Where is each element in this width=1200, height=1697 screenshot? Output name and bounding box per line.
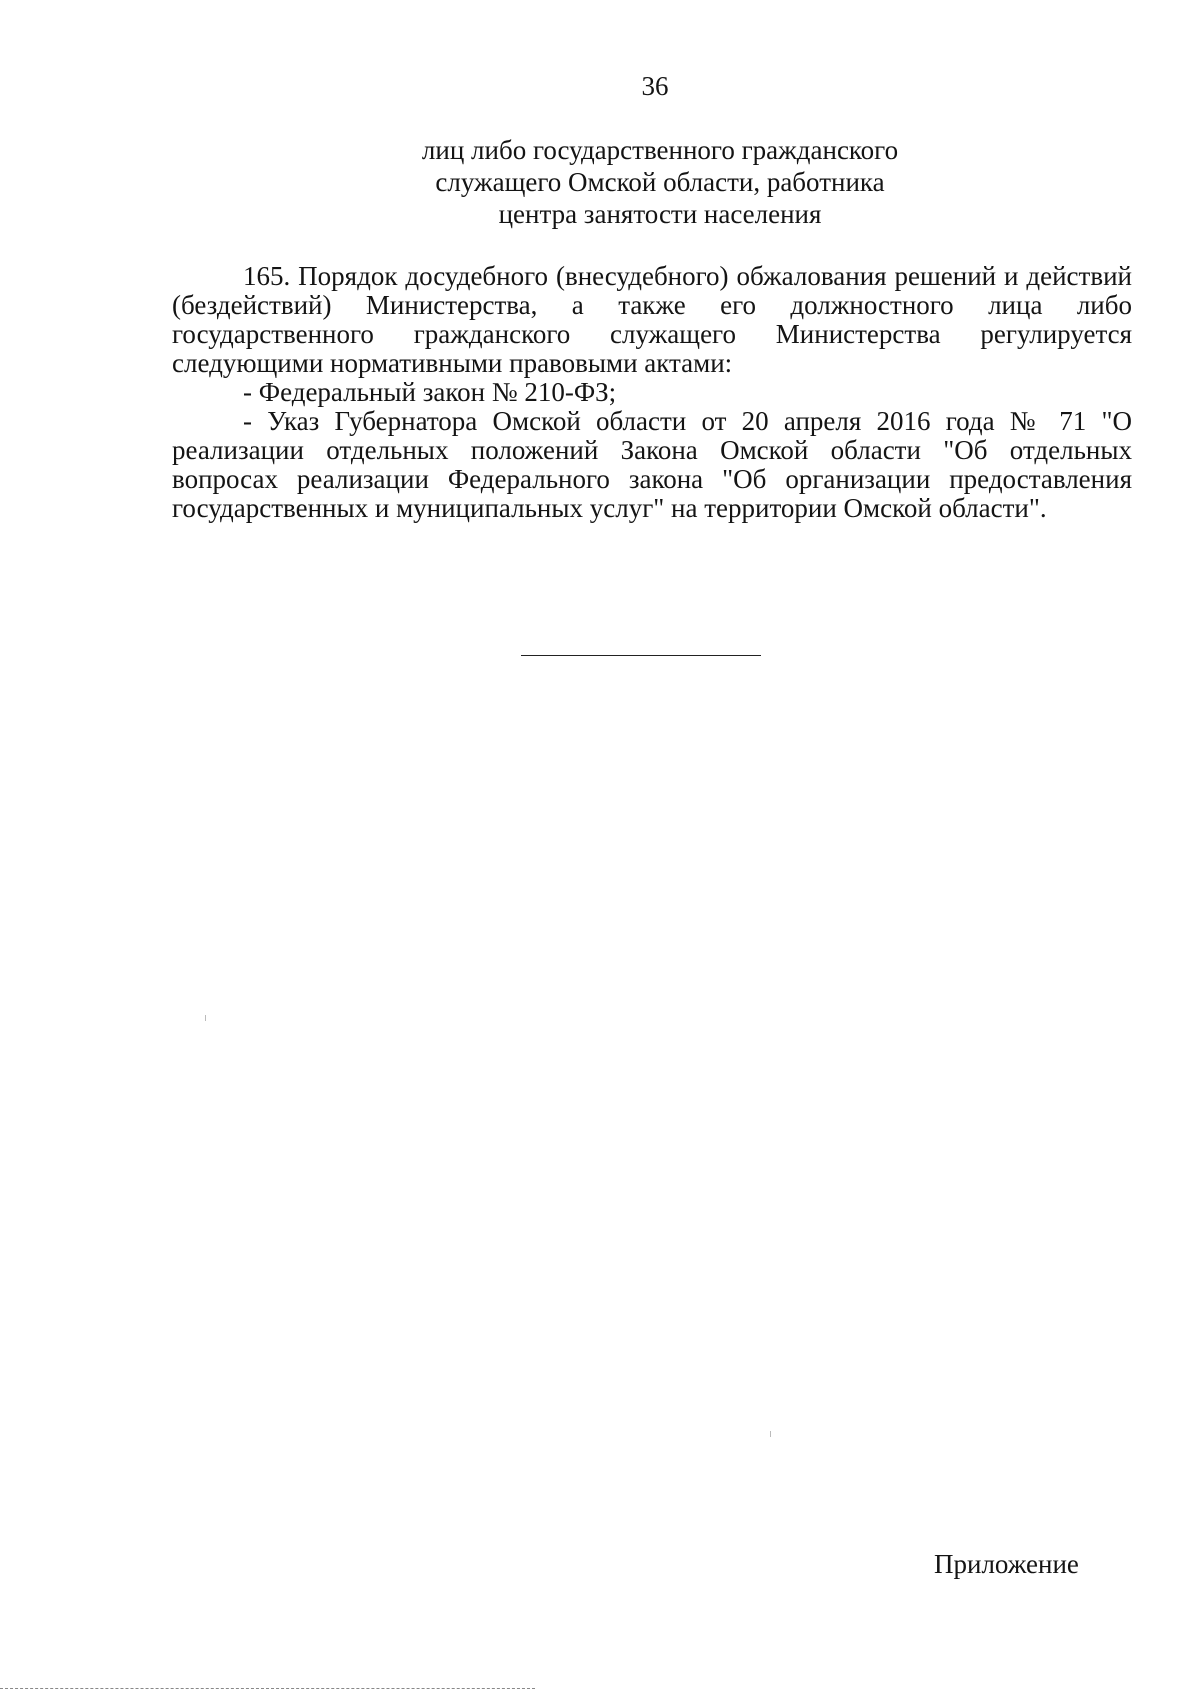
paragraph-165: 165. Порядок досудебного (внесудебного) обжалования решений и действий (бездействий) Министерства, а также его должностного лица либо государственного гражданского служащего Министерства регулируется следующими нормативными правовыми актами: xyxy=(172,261,1132,378)
section-divider xyxy=(521,655,761,656)
legal-act-item: - Указ Губернатора Омской области от 20 апреля 2016 года № 71 "О реализации отдельных положений Закона Омской области "Об отдельных вопросах реализации Федерального закона "Об организации предоставления государственных и муниципальных услуг" на территории Омской области". xyxy=(172,406,1132,523)
heading-line: центра занятости населения xyxy=(498,199,822,229)
section-heading xyxy=(360,134,960,230)
scan-artifact-line xyxy=(0,1688,535,1689)
scan-artifact-dot xyxy=(205,1015,206,1021)
legal-act-item: - Федеральный закон № 210-ФЗ; xyxy=(243,377,617,407)
document-body xyxy=(172,262,1132,523)
appendix-label: Приложение xyxy=(934,1549,1079,1579)
scan-artifact-dot xyxy=(770,1431,771,1437)
page-number: 36 xyxy=(641,71,669,101)
heading-line: лиц либо государственного гражданского xyxy=(421,135,899,165)
heading-line: служащего Омской области, работника xyxy=(435,167,885,197)
